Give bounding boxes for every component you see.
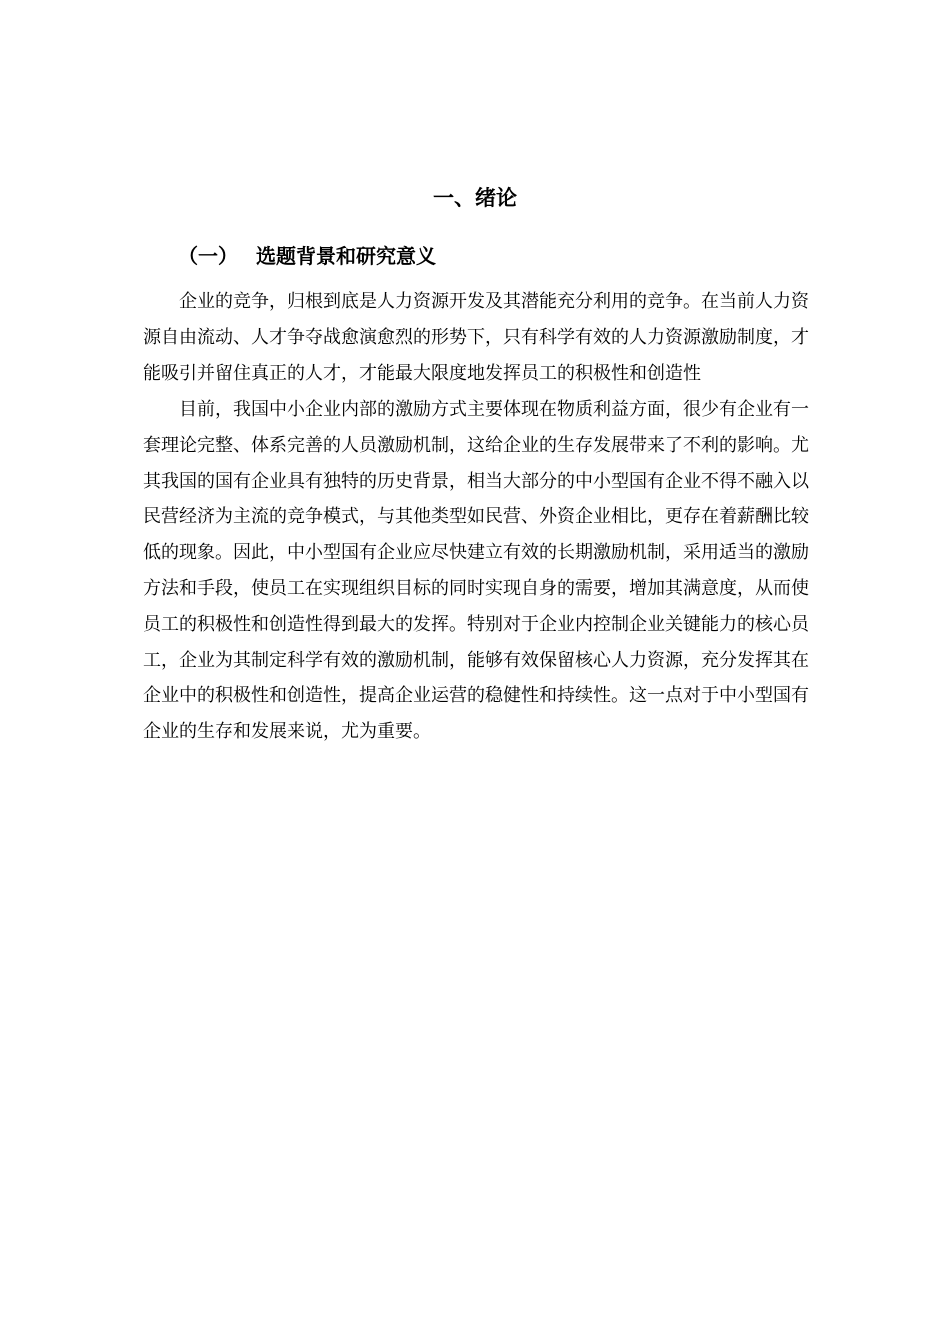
section-heading	[178, 241, 436, 271]
chapter-title: 一、绪论	[433, 186, 517, 210]
section-number: （一）	[178, 244, 238, 268]
paragraph: 企业的竞争，归根到底是人力资源开发及其潜能充分利用的竞争。在当前人力资源自由流动、人才争夺战愈演愈烈的形势下，只有科学有效的人力资源激励制度，才能吸引并留住真正的人才，才能最大限度地发挥员工的积极性和创造性	[143, 291, 809, 384]
paragraph: 目前，我国中小企业内部的激励方式主要体现在物质利益方面，很少有企业有一套理论完整、体系完善的人员激励机制，这给企业的生存发展带来了不利的影响。尤其我国的国有企业具有独特的历史背景，相当大部分的中小型国有企业不得不融入以民营经济为主流的竞争模式，与其他类型如民营、外资企业相比，更存在着薪酬比较低的现象。因此，中小型国有企业应尽快建立有效的长期激励机制，采用适当的激励方法和手段，使员工在实现组织目标的同时实现自身的需要，增加其满意度，从而使员工的积极性和创造性得到最大的发挥。特别对于企业内控制企业关键能力的核心员工，企业为其制定科学有效的激励机制，能够有效保留核心人力资源，充分发挥其在企业中的积极性和创造性，提高企业运营的稳健性和持续性。这一点对于中小型国有企业的生存和发展来说，尤为重要。	[143, 399, 809, 743]
section-title: 选题背景和研究意义	[256, 244, 436, 268]
